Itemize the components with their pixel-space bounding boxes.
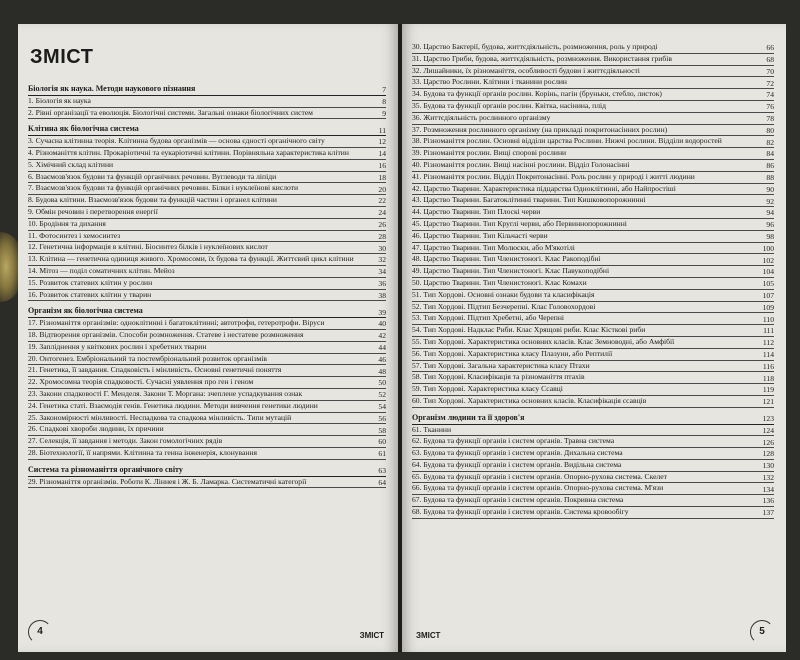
- toc-entry[interactable]: [28, 389, 386, 401]
- entry-page-number: 82: [766, 137, 774, 147]
- entry-title: 25. Закономірності мінливості. Неспадкова та спадкова мінливість. Типи мутацій: [28, 412, 292, 422]
- toc-entry[interactable]: [28, 413, 386, 425]
- entry-page-number: 90: [766, 184, 774, 194]
- entry-title: 6. Взаємозв'язок будови та функцій органічних речовин. Вуглеводи та ліпіди: [28, 171, 277, 181]
- entry-page-number: 104: [762, 267, 774, 277]
- toc-entry[interactable]: [412, 460, 774, 472]
- toc-entry[interactable]: [412, 302, 774, 314]
- toc-entry[interactable]: [28, 136, 386, 148]
- entry-title: 60. Тип Хордові. Характеристика основних класів. Класифікація ссавців: [412, 395, 647, 405]
- toc-entry[interactable]: [28, 342, 386, 354]
- toc-section-heading[interactable]: [28, 465, 386, 477]
- entry-page-number: 40: [378, 319, 386, 329]
- entry-title: 50. Царство Тварини. Тип Членистоногі. Клас Комахи: [412, 277, 587, 287]
- entry-page-number: 12: [378, 137, 386, 147]
- entry-page-number: 126: [762, 437, 774, 447]
- toc-entry[interactable]: [412, 290, 774, 302]
- toc-entry[interactable]: [412, 313, 774, 325]
- toc-entry[interactable]: [412, 254, 774, 266]
- entry-page-number: 134: [762, 484, 774, 494]
- entry-page-number: 92: [766, 196, 774, 206]
- entry-page-number: 137: [762, 508, 774, 518]
- toc-entry[interactable]: [28, 242, 386, 254]
- entry-page-number: 105: [762, 279, 774, 289]
- toc-entry[interactable]: [28, 424, 386, 436]
- entry-title: 14. Мітоз — поділ соматичних клітин. Мейоз: [28, 265, 175, 275]
- entry-page-number: 111: [763, 326, 774, 336]
- entry-page-number: 48: [378, 366, 386, 376]
- toc-entry[interactable]: [28, 195, 386, 207]
- toc-entry[interactable]: [412, 243, 774, 255]
- toc-entry[interactable]: [412, 184, 774, 196]
- toc-section-heading[interactable]: [28, 306, 386, 318]
- entry-page-number: 112: [762, 338, 774, 348]
- toc-entry[interactable]: [412, 266, 774, 278]
- toc-entry[interactable]: [412, 472, 774, 484]
- entry-title: 47. Царство Тварини. Тип Молюски, або М'якотілі: [412, 242, 575, 252]
- toc-entry[interactable]: [28, 436, 386, 448]
- toc-entry[interactable]: [412, 448, 774, 460]
- toc-section-heading[interactable]: [28, 124, 386, 136]
- page-edge-ornament: [0, 232, 20, 302]
- entry-page-number: 110: [762, 314, 774, 324]
- section-title: Клітина як біологічна система: [28, 124, 139, 134]
- toc-entry[interactable]: [412, 172, 774, 184]
- entry-title: 18. Відтворення організмів. Способи розмноження. Статеве і нестатеве розмноження: [28, 329, 304, 339]
- entry-title: 9. Обмін речовин і перетворення енергії: [28, 206, 158, 216]
- entry-title: 66. Будова та функції органів і систем органів. Опорно-рухова система. М'язи: [412, 483, 664, 493]
- entry-title: 67. Будова та функції органів і систем органів. Покривна система: [412, 495, 624, 505]
- section-title: Біологія як наука. Методи наукового пізнання: [28, 84, 196, 93]
- entry-page-number: 66: [766, 43, 774, 53]
- entry-title: 1. Біологія як наука: [28, 95, 91, 105]
- entry-page-number: 39: [378, 307, 386, 317]
- entry-title: 54. Тип Хордові. Надклас Риби. Клас Хрящові риби. Клас Кісткові риби: [412, 325, 646, 335]
- entry-page-number: 42: [378, 331, 386, 341]
- running-footer-right: ЗМІСТ: [416, 631, 441, 640]
- entry-title: 3. Сучасна клітинна теорія. Клітинна будова організмів — основа єдності органічного світу: [28, 136, 325, 146]
- toc-entry[interactable]: [28, 254, 386, 266]
- entry-page-number: 96: [766, 220, 774, 230]
- entry-title: 28. Біотехнології, її напрями. Клітинна та генна інженерія, клонування: [28, 447, 258, 457]
- entry-title: 17. Різноманіття організмів: одноклітинні і багатоклітинні; автотрофи, гетеротрофи. Віруси: [28, 318, 325, 328]
- entry-title: 23. Закони спадковості Г. Менделя. Закони Т. Моргана: зчеплене успадкування ознак: [28, 388, 303, 398]
- entry-page-number: 128: [762, 449, 774, 459]
- entry-page-number: 116: [762, 361, 774, 371]
- entry-title: 30. Царство Бактерії, будова, життєдіяльність, розмноження, роль у природі: [412, 42, 658, 51]
- entry-title: 7. Взаємозв'язок будови та функцій органічних речовин. Білки і нуклеїнові кислоти: [28, 183, 299, 193]
- left-page: [18, 24, 398, 652]
- toc-entry[interactable]: [28, 330, 386, 342]
- toc-entry[interactable]: [412, 113, 774, 125]
- entry-page-number: 86: [766, 161, 774, 171]
- toc-entry[interactable]: [28, 477, 386, 489]
- entry-title: 8. Будова клітини. Взаємозв'язок будови та функцій частин і органел клітини: [28, 195, 277, 205]
- entry-page-number: 68: [766, 55, 774, 64]
- toc-entry[interactable]: [412, 207, 774, 219]
- entry-title: 46. Царство Тварини. Тип Кільчасті черви: [412, 230, 548, 240]
- running-footer-left: ЗМІСТ: [359, 631, 384, 640]
- entry-page-number: 60: [378, 437, 386, 447]
- entry-title: 65. Будова та функції органів і систем органів. Опорно-рухова система. Скелет: [412, 471, 667, 481]
- entry-title: 42. Царство Тварини. Характеристика підцарства Одноклітинні, або Найпростіші: [412, 183, 676, 193]
- toc-entry[interactable]: [412, 436, 774, 448]
- entry-page-number: 123: [762, 413, 774, 423]
- entry-title: 29. Різноманіття організмів. Роботи К. Ліннея і Ж. Б. Ламарка. Систематичні категорії: [28, 476, 307, 486]
- toc-entry[interactable]: [28, 172, 386, 184]
- entry-page-number: 88: [766, 172, 774, 182]
- toc-entry[interactable]: [28, 219, 386, 231]
- toc-section-heading[interactable]: [412, 413, 774, 425]
- entry-page-number: 36: [378, 278, 386, 288]
- toc-entry[interactable]: [412, 136, 774, 148]
- entry-page-number: 8: [382, 97, 386, 106]
- entry-title: 38. Різноманіття рослин. Основні відділи царства Рослини. Нижчі рослини. Відділи водоростей: [412, 136, 722, 146]
- entry-title: 21. Генетика, її завдання. Спадковість і мінливість. Основні генетичні поняття: [28, 365, 282, 375]
- entry-page-number: 124: [762, 425, 774, 435]
- toc-entry[interactable]: [28, 318, 386, 330]
- entry-title: 36. Життєдіяльність рослинного організму: [412, 112, 551, 122]
- entry-page-number: 24: [378, 208, 386, 218]
- entry-title: 15. Розвиток статевих клітин у рослин: [28, 277, 153, 287]
- entry-title: 51. Тип Хордові. Основні ознаки будови та класифікація: [412, 289, 595, 299]
- toc-left: [28, 84, 386, 488]
- entry-page-number: 11: [378, 125, 386, 135]
- page-title: ЗМІСТ: [30, 46, 94, 68]
- entry-page-number: 72: [766, 78, 774, 88]
- toc-entry[interactable]: [412, 160, 774, 172]
- toc-entry[interactable]: [412, 219, 774, 231]
- entry-title: 57. Тип Хордові. Загальна характеристика класу Птахи: [412, 360, 590, 370]
- entry-page-number: 22: [378, 196, 386, 206]
- entry-page-number: 52: [378, 390, 386, 400]
- entry-page-number: 61: [378, 449, 386, 459]
- toc-entry[interactable]: [28, 108, 386, 120]
- entry-title: 53. Тип Хордові. Підтип Хребетні, або Черепні: [412, 313, 565, 323]
- entry-title: 20. Онтогенез. Ембріональний та постембріональний розвиток організмів: [28, 353, 268, 363]
- entry-title: 49. Царство Тварини. Тип Членистоногі. Клас Павукоподібні: [412, 266, 610, 276]
- section-title: Організм як біологічна система: [28, 306, 143, 316]
- toc-entry[interactable]: [412, 483, 774, 495]
- entry-page-number: 46: [378, 354, 386, 364]
- entry-page-number: 9: [382, 108, 386, 118]
- entry-page-number: 94: [766, 208, 774, 218]
- entry-page-number: 102: [762, 255, 774, 265]
- toc-entry[interactable]: [28, 231, 386, 243]
- entry-page-number: 84: [766, 149, 774, 159]
- entry-title: 58. Тип Хордові. Класифікація та різноманіття птахів: [412, 372, 585, 382]
- entry-title: 43. Царство Тварини. Багатоклітинні тварини. Тип Кишковопорожнинні: [412, 195, 646, 205]
- toc-entry[interactable]: [28, 377, 386, 389]
- entry-page-number: 121: [762, 397, 774, 407]
- toc-entry[interactable]: [412, 349, 774, 361]
- entry-title: 48. Царство Тварини. Тип Членистоногі. Клас Ракоподібні: [412, 254, 601, 264]
- entry-page-number: 58: [378, 425, 386, 435]
- section-title: Система та різноманіття органічного світу: [28, 464, 183, 474]
- section-title: Організм людини та її здоров'я: [412, 412, 525, 422]
- entry-title: 44. Царство Тварини. Тип Плоскі черви: [412, 207, 541, 217]
- entry-page-number: 14: [378, 149, 386, 159]
- entry-title: 31. Царство Гриби, будова, життєдіяльність, розмноження. Використання грибів: [412, 53, 672, 63]
- toc-entry[interactable]: [412, 337, 774, 349]
- toc-entry[interactable]: [412, 42, 774, 54]
- toc-entry[interactable]: [28, 365, 386, 377]
- entry-title: 24. Генетика статі. Взаємодія генів. Генетика людини. Методи вивчення генетики людини: [28, 400, 318, 410]
- entry-page-number: 54: [378, 401, 386, 411]
- entry-page-number: 20: [378, 184, 386, 194]
- toc-entry[interactable]: [28, 148, 386, 160]
- entry-title: 19. Запліднення у квіткових рослин і хребетних тварин: [28, 341, 207, 351]
- entry-page-number: 136: [762, 496, 774, 506]
- entry-title: 27. Селекція, її завдання і методи. Закон гомологічних рядів: [28, 436, 223, 446]
- entry-page-number: 7: [382, 85, 386, 95]
- entry-page-number: 80: [766, 125, 774, 135]
- entry-title: 2. Рівні організації та еволюція. Біологічні системи. Загальні ознаки біологічних систем: [28, 107, 313, 117]
- page-number-right: 5: [750, 620, 774, 644]
- entry-page-number: 76: [766, 102, 774, 112]
- entry-page-number: 118: [762, 373, 774, 383]
- entry-page-number: 63: [378, 465, 386, 475]
- toc-entry[interactable]: [28, 278, 386, 290]
- entry-page-number: 78: [766, 113, 774, 123]
- entry-title: 10. Бродіння та дихання: [28, 218, 106, 228]
- toc-section-heading[interactable]: [28, 84, 386, 96]
- toc-entry[interactable]: [28, 183, 386, 195]
- toc-entry[interactable]: [28, 448, 386, 460]
- entry-page-number: 38: [378, 290, 386, 300]
- entry-page-number: 132: [762, 472, 774, 482]
- toc-entry[interactable]: [412, 77, 774, 89]
- entry-page-number: 56: [378, 413, 386, 423]
- entry-page-number: 70: [766, 66, 774, 76]
- entry-page-number: 100: [762, 243, 774, 253]
- entry-page-number: 114: [762, 349, 774, 359]
- entry-page-number: 64: [378, 477, 386, 487]
- entry-page-number: 50: [378, 378, 386, 388]
- toc-entry[interactable]: [28, 96, 386, 108]
- entry-page-number: 107: [762, 290, 774, 300]
- toc-entry[interactable]: [28, 266, 386, 278]
- entry-title: 40. Різноманіття рослин. Вищі насінні рослини. Відділ Голонасінні: [412, 159, 630, 169]
- toc-entry[interactable]: [412, 89, 774, 101]
- entry-page-number: 44: [378, 342, 386, 352]
- toc-entry[interactable]: [28, 160, 386, 172]
- toc-entry[interactable]: [412, 361, 774, 373]
- toc-entry[interactable]: [412, 278, 774, 290]
- entry-title: 64. Будова та функції органів і систем органів. Видільна система: [412, 459, 622, 469]
- entry-title: 37. Розмноження рослинного організму (на прикладі покритонасінних рослин): [412, 124, 668, 134]
- entry-page-number: 74: [766, 90, 774, 100]
- entry-page-number: 109: [762, 302, 774, 312]
- entry-page-number: 28: [378, 231, 386, 241]
- entry-title: 13. Клітина — генетична одиниця живого. Хромосоми, їх будова та функції. Життєвий цикл клітини: [28, 254, 354, 264]
- toc-entry[interactable]: [412, 425, 774, 437]
- toc-entry[interactable]: [28, 290, 386, 302]
- entry-title: 35. Будова та функції органів рослин. Квітка, насінина, плід: [412, 100, 606, 110]
- entry-title: 5. Хімічний склад клітини: [28, 159, 114, 169]
- toc-entry[interactable]: [412, 148, 774, 160]
- toc-right: [412, 42, 774, 519]
- entry-title: 11. Фотосинтез і хемосинтез: [28, 230, 121, 240]
- entry-page-number: 119: [762, 385, 774, 395]
- entry-title: 16. Розвиток статевих клітин у тварин: [28, 289, 152, 299]
- entry-page-number: 16: [378, 160, 386, 170]
- entry-page-number: 30: [378, 243, 386, 253]
- toc-entry[interactable]: [412, 507, 774, 519]
- entry-title: 33. Царство Рослини. Клітини і тканини рослин: [412, 77, 567, 87]
- toc-entry[interactable]: [412, 125, 774, 137]
- entry-title: 52. Тип Хордові. Підтип Безчерепні. Клас Головохордові: [412, 301, 596, 311]
- toc-entry[interactable]: [28, 354, 386, 366]
- entry-title: 45. Царство Тварини. Тип Круглі черви, або Первиннопорожнинні: [412, 218, 627, 228]
- toc-entry[interactable]: [412, 384, 774, 396]
- toc-entry[interactable]: [412, 372, 774, 384]
- toc-entry[interactable]: [412, 325, 774, 337]
- toc-entry[interactable]: [28, 401, 386, 413]
- toc-entry[interactable]: [412, 231, 774, 243]
- entry-title: 61. Тканини: [412, 424, 452, 434]
- entry-page-number: 98: [766, 231, 774, 241]
- entry-title: 32. Лишайники, їх різноманіття, особливості будови і життєдіяльності: [412, 65, 640, 75]
- entry-title: 26. Спадкові хвороби людини, їх причини: [28, 424, 164, 434]
- toc-entry[interactable]: [412, 495, 774, 507]
- entry-title: 4. Різноманіття клітин. Прокаріотичні та еукаріотичні клітини. Порівняльна характеристика клітин: [28, 147, 349, 157]
- toc-entry[interactable]: [28, 207, 386, 219]
- entry-title: 12. Генетична інформація в клітині. Біосинтез білків і нуклеїнових кислот: [28, 242, 268, 252]
- entry-title: 59. Тип Хордові. Характеристика класу Ссавці: [412, 384, 563, 394]
- entry-page-number: 32: [378, 255, 386, 265]
- entry-title: 22. Хромосомна теорія спадковості. Сучасні уявлення про ген і геном: [28, 377, 254, 387]
- entry-title: 55. Тип Хордові. Характеристика основних класів. Клас Земноводні, або Амфібії: [412, 336, 675, 346]
- entry-title: 63. Будова та функції органів і систем органів. Дихальна система: [412, 448, 623, 458]
- entry-title: 34. Будова та функції органів рослин. Корінь, пагін (бруньки, стебло, листок): [412, 89, 662, 99]
- toc-entry[interactable]: [412, 195, 774, 207]
- toc-entry[interactable]: [412, 54, 774, 66]
- toc-entry[interactable]: [412, 101, 774, 113]
- entry-title: 39. Різноманіття рослин. Вищі спорові рослини: [412, 148, 567, 158]
- entry-page-number: 18: [378, 172, 386, 182]
- page-number-left: 4: [28, 620, 52, 644]
- entry-page-number: 130: [762, 461, 774, 471]
- toc-entry[interactable]: [412, 396, 774, 408]
- toc-entry[interactable]: [412, 66, 774, 78]
- entry-title: 68. Будова та функції органів і систем органів. Система кровообігу: [412, 507, 629, 517]
- entry-title: 56. Тип Хордові. Характеристика класу Плазуни, або Рептилії: [412, 348, 613, 358]
- entry-title: 62. Будова та функції органів і систем органів. Травна система: [412, 436, 615, 446]
- entry-title: 41. Різноманіття рослин. Відділ Покритонасінні. Роль рослин у природі і житті людини: [412, 171, 695, 181]
- entry-page-number: 26: [378, 219, 386, 229]
- right-page: [402, 24, 786, 652]
- entry-page-number: 34: [378, 267, 386, 277]
